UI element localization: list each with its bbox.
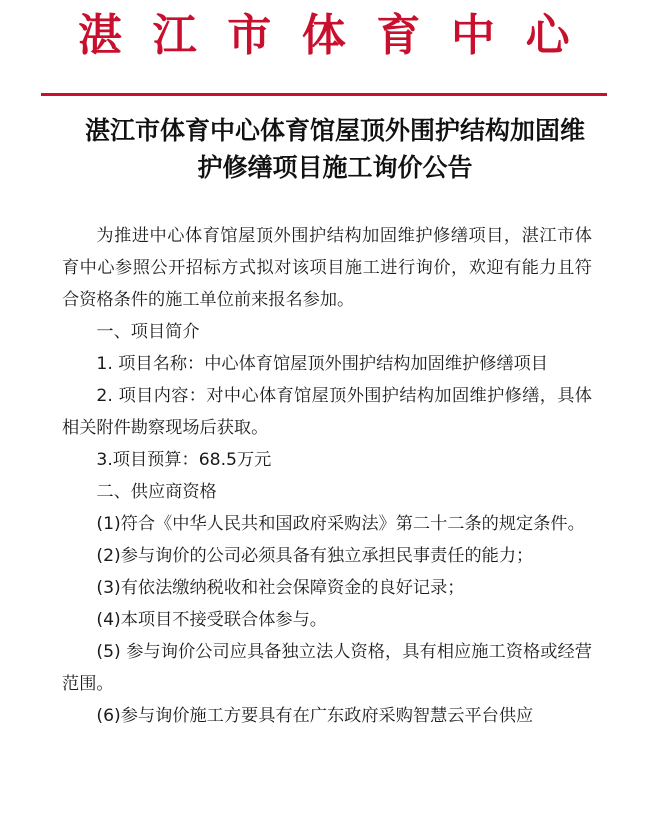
document-title: [30, 112, 640, 186]
qualification-item-5: (5) 参与询价公司应具备独立法人资格，具有相应施工资格或经营范围。: [62, 642, 592, 694]
document-title-line-1: 湛江市体育中心体育馆屋顶外围护结构加固维: [84, 116, 585, 145]
document-body: [62, 220, 592, 732]
letterhead-title: 湛江市体育中心: [78, 10, 601, 61]
intro-paragraph: 为推进中心体育馆屋顶外围护结构加固维护修缮项目，湛江市体育中心参照公开招标方式拟对该项目施工进行询价，欢迎有能力且符合资格条件的施工单位前来报名参加。: [62, 226, 592, 310]
project-content-paragraph: 2. 项目内容：对中心体育馆屋顶外围护结构加固维护修缮，具体相关附件勘察现场后获取。: [62, 386, 592, 438]
qualification-item-1: (1)符合《中华人民共和国政府采购法》第二十二条的规定条件。: [96, 514, 585, 534]
project-name-paragraph: 1. 项目名称：中心体育馆屋顶外围护结构加固维护修缮项目: [96, 354, 548, 374]
qualification-item-6: (6)参与询价施工方要具有在广东政府采购智慧云平台供应: [96, 706, 534, 726]
qualification-item-4: (4)本项目不接受联合体参与。: [96, 610, 327, 630]
section-heading-project-intro: 一、项目简介: [96, 322, 200, 342]
qualification-item-2: (2)参与询价的公司必须具备有独立承担民事责任的能力；: [96, 546, 534, 566]
section-heading-supplier-qualifications: 二、供应商资格: [96, 482, 217, 502]
qualification-item-3: (3)有依法缴纳税收和社会保障资金的良好记录；: [96, 578, 465, 598]
letterhead: [0, 6, 670, 68]
red-divider-line: [41, 93, 607, 96]
project-budget-paragraph: 3.项目预算：68.5万元: [96, 450, 272, 470]
document-title-line-2: 护修缮项目施工询价公告: [197, 153, 473, 182]
